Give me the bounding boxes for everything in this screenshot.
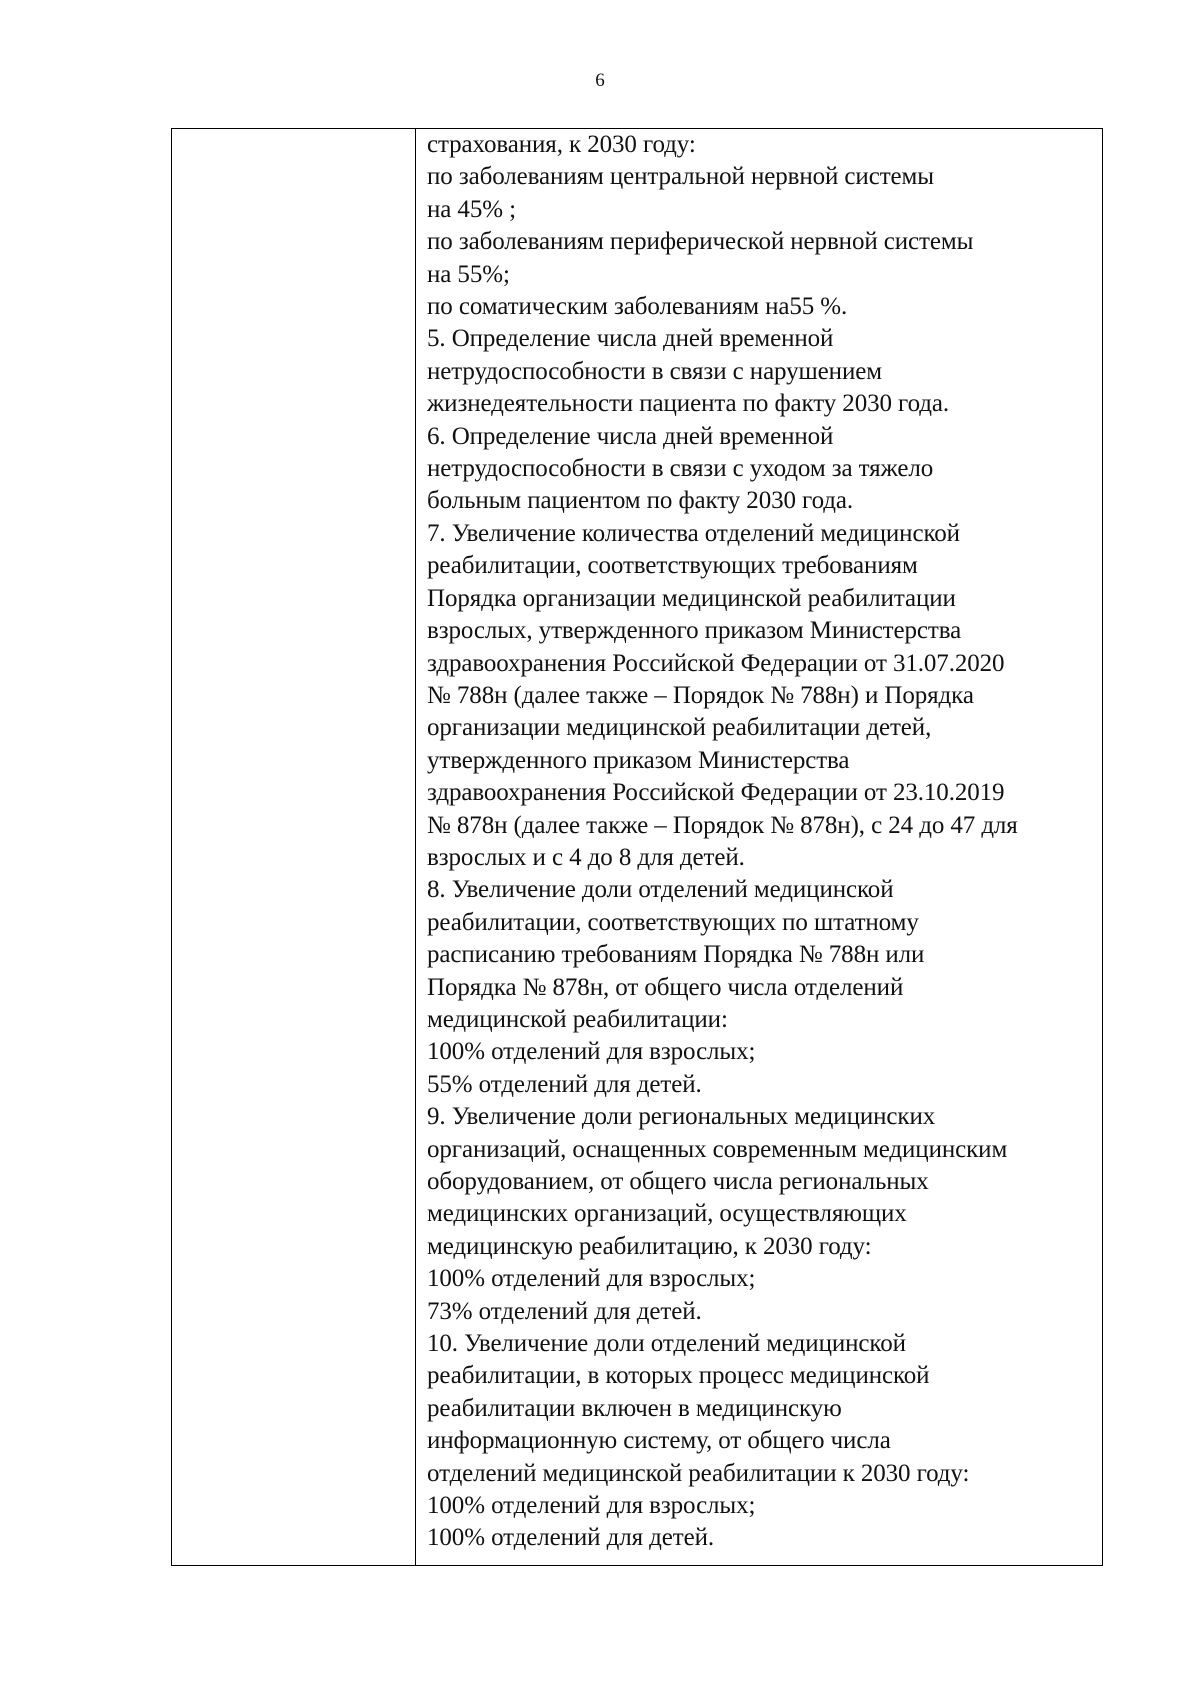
table-text-line: страхования, к 2030 году:: [427, 131, 696, 158]
table-text-line: оборудованием, от общего числа региональных: [427, 1168, 929, 1195]
table-text-line: 9. Увеличение доли региональных медицинских: [427, 1103, 936, 1131]
table-text-line: медицинских организаций, осуществляющих: [427, 1200, 907, 1228]
table-text-line: Порядка организации медицинской реабилитации: [427, 584, 956, 612]
table-text-line: 10. Увеличение доли отделений медицинской: [427, 1330, 906, 1358]
page-number: 6: [595, 70, 605, 91]
table-text-line: жизнедеятельности пациента по факту 2030 года.: [427, 390, 950, 418]
table-text-line: 73% отделений для детей.: [427, 1297, 702, 1325]
table-text-line: взрослых, утвержденного приказом Министерства: [427, 617, 962, 645]
table-text-line: 5. Определение числа дней временной: [427, 325, 834, 353]
table-text-line: 7. Увеличение количества отделений медицинской: [427, 519, 960, 547]
table-text-line: 100% отделений для детей.: [427, 1524, 715, 1552]
table-text-line: 100% отделений для взрослых;: [427, 1492, 756, 1520]
table-text-line: на 55%;: [427, 260, 510, 288]
table-text-line: реабилитации, соответствующих по штатному: [427, 908, 919, 936]
document-table: [171, 128, 1103, 1566]
table-text-line: № 788н (далее также – Порядок № 788н) и Порядка: [427, 681, 974, 709]
table-text-line: организаций, оснащенных современным медицинским: [427, 1135, 1008, 1163]
table-text-line: медицинскую реабилитацию, к 2030 году:: [427, 1232, 872, 1260]
table-text-line: медицинской реабилитации:: [427, 1005, 728, 1033]
table-text-line: по соматическим заболеваниям на55 %.: [427, 293, 848, 321]
table-text-line: 55% отделений для детей.: [427, 1070, 702, 1098]
table-text-line: здравоохранения Российской Федерации от 31.07.2020: [427, 649, 1005, 677]
table-text-line: № 878н (далее также – Порядок № 878н), с 24 до 47 для: [427, 811, 1018, 839]
table-text-line: по заболеваниям центральной нервной системы: [427, 163, 934, 191]
table-text-line: нетрудоспособности в связи с нарушением: [427, 357, 882, 385]
table-cell-left: [172, 129, 416, 1565]
table-text-line: на 45% ;: [427, 195, 516, 223]
table-text-line: реабилитации, соответствующих требованиям: [427, 552, 918, 580]
table-text-line: организации медицинской реабилитации детей,: [427, 714, 932, 742]
table-text-line: реабилитации включен в медицинскую: [427, 1394, 842, 1422]
table-text-line: Порядка № 878н, от общего числа отделений: [427, 973, 904, 1001]
table-text-line: по заболеваниям периферической нервной системы: [427, 228, 974, 256]
table-text-line: утвержденного приказом Министерства: [427, 746, 850, 774]
table-text-line: 6. Определение числа дней временной: [427, 422, 834, 450]
table-text-line: отделений медицинской реабилитации к 2030 году:: [427, 1459, 970, 1487]
table-text-line: 8. Увеличение доли отделений медицинской: [427, 876, 894, 904]
table-text-line: нетрудоспособности в связи с уходом за тяжело: [427, 455, 934, 483]
table-text-line: взрослых и с 4 до 8 для детей.: [427, 843, 745, 871]
table-cell-right: [416, 129, 1102, 1565]
table-text-line: здравоохранения Российской Федерации от 23.10.2019: [427, 779, 1005, 807]
table-text-line: больным пациентом по факту 2030 года.: [427, 487, 854, 515]
table-text-line: расписанию требованиям Порядка № 788н или: [427, 941, 925, 969]
table-text-line: 100% отделений для взрослых;: [427, 1038, 756, 1066]
table-text-line: 100% отделений для взрослых;: [427, 1265, 756, 1293]
table-text-line: информационную систему, от общего числа: [427, 1427, 891, 1455]
table-text-line: реабилитации, в которых процесс медицинской: [427, 1362, 930, 1390]
